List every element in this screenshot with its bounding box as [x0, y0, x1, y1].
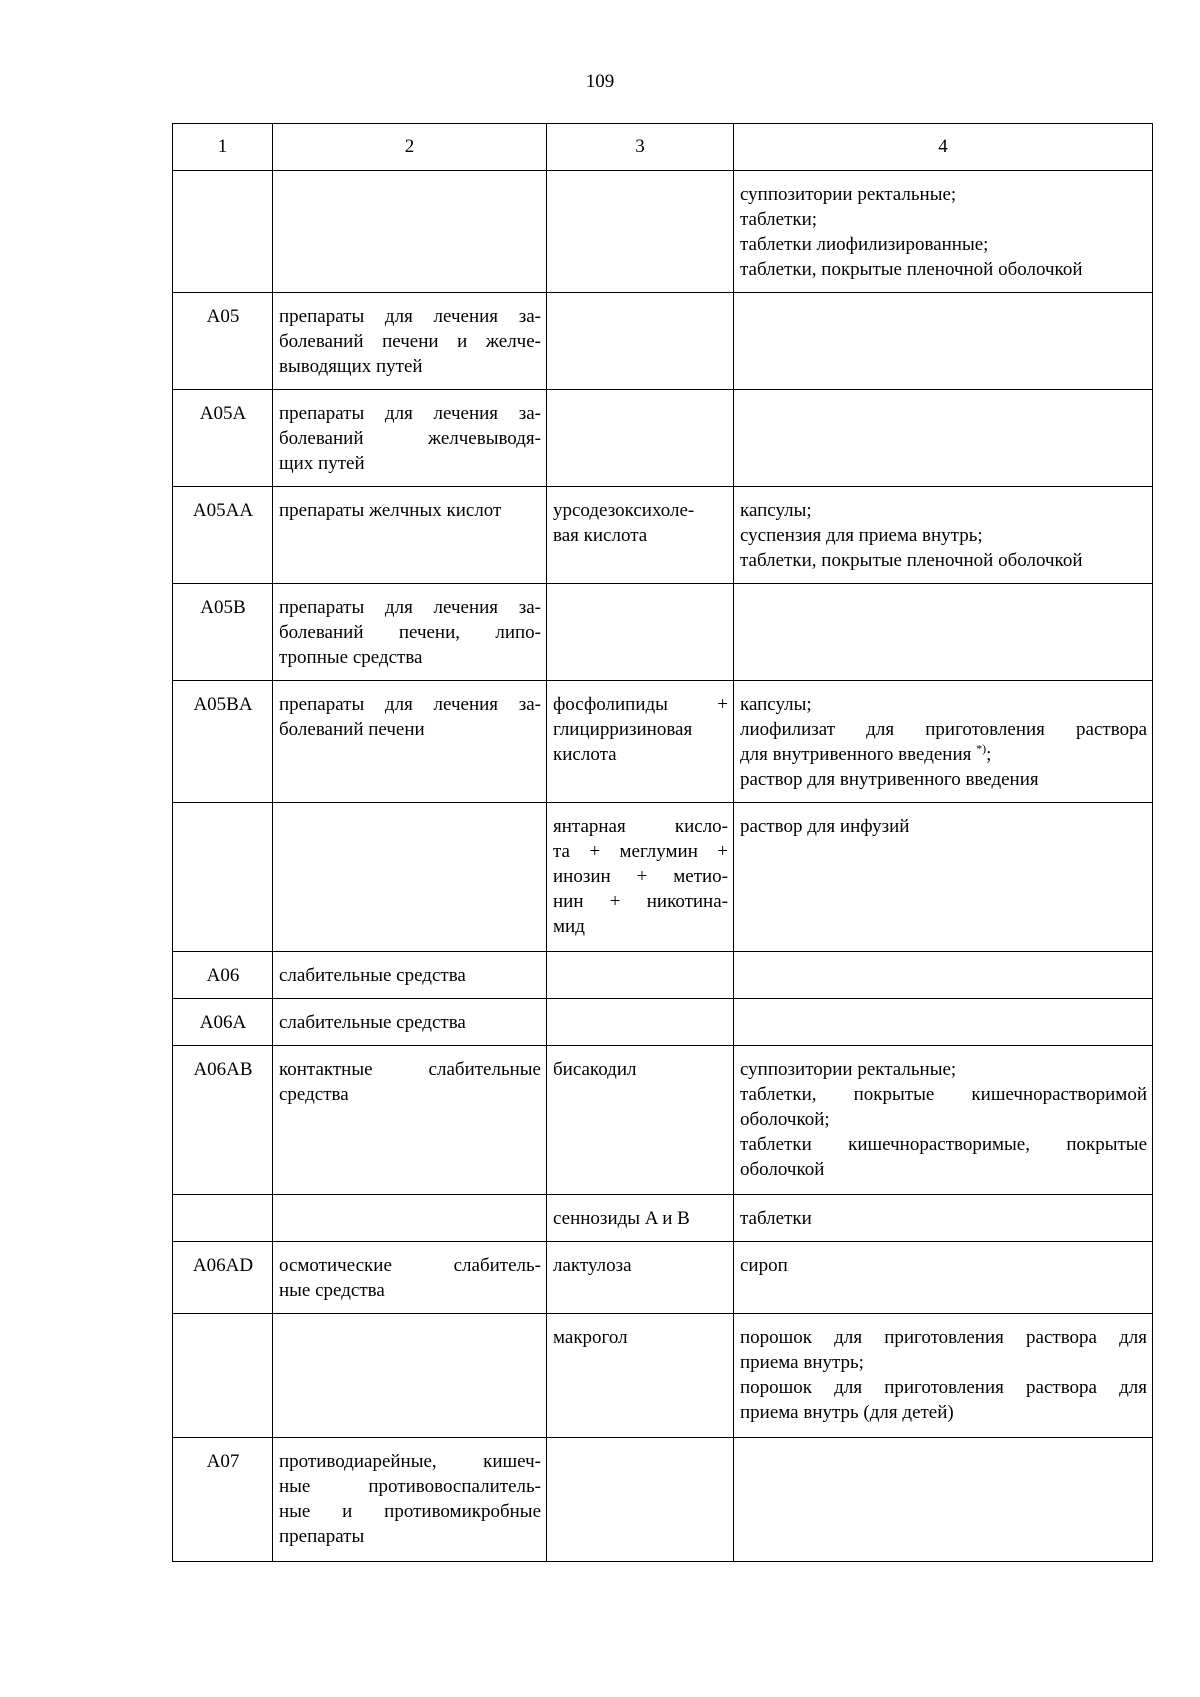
dosage-forms-cell [734, 803, 1153, 952]
group-name-cell [273, 1314, 547, 1438]
table-row [173, 1242, 1153, 1314]
dosage-forms-cell [734, 171, 1153, 293]
dosage-forms-cell [734, 1046, 1153, 1195]
group-name-line: выводящих путей [279, 356, 423, 377]
group-name-line: препараты для лечения за- [279, 597, 541, 618]
group-name-line: препараты желчных кислот [279, 500, 502, 521]
group-name-line: средства [279, 1084, 349, 1105]
table-row [173, 487, 1153, 584]
atc-code-cell: A05B [173, 584, 273, 681]
group-name-line: болеваний печени, липо- [279, 622, 541, 643]
inn-line: кислота [553, 744, 617, 765]
inn-cell [547, 1242, 734, 1314]
group-name-line: ные и противомикробные [279, 1501, 541, 1522]
group-name-cell [273, 1438, 547, 1562]
group-name-cell [273, 1046, 547, 1195]
atc-code-cell [173, 171, 273, 293]
dosage-form-line: таблетки, покрытые пленочной оболочкой [740, 550, 1083, 571]
inn-line: мид [553, 916, 585, 937]
atc-code-cell: A06AB [173, 1046, 273, 1195]
header-col-4: 4 [734, 124, 1153, 171]
table-row [173, 999, 1153, 1046]
table-row [173, 681, 1153, 803]
table-row [173, 952, 1153, 999]
dosage-form-line: лиофилизат для приготовления раствора [740, 719, 1147, 740]
inn-cell [547, 952, 734, 999]
table-row [173, 584, 1153, 681]
dosage-form-text: для внутривенного введения [740, 744, 977, 765]
group-name-line: болеваний желчевыводя- [279, 428, 541, 449]
header-col-1: 1 [173, 124, 273, 171]
table-row [173, 390, 1153, 487]
inn-line: та + меглумин + [553, 841, 728, 862]
group-name-cell [273, 1195, 547, 1242]
footnote-mark: *) [976, 741, 987, 756]
group-name-line: болеваний печени [279, 719, 425, 740]
inn-cell [547, 1438, 734, 1562]
atc-code-cell [173, 1195, 273, 1242]
dosage-form-line: раствор для инфузий [740, 816, 910, 837]
footnote-suffix: ; [986, 744, 992, 765]
atc-code-cell [173, 803, 273, 952]
group-name-line: болеваний печени и желче- [279, 331, 541, 352]
group-name-cell [273, 999, 547, 1046]
inn-cell [547, 584, 734, 681]
atc-code-cell: A05A [173, 390, 273, 487]
dosage-form-line: капсулы; [740, 694, 812, 715]
inn-line: макрогол [553, 1327, 628, 1348]
inn-cell [547, 803, 734, 952]
atc-code-cell: A06A [173, 999, 273, 1046]
group-name-line: тропные средства [279, 647, 423, 668]
dosage-form-line: таблетки, покрытые кишечнорастворимой [740, 1084, 1147, 1105]
dosage-forms-cell [734, 952, 1153, 999]
inn-line: нин + никотина- [553, 891, 728, 912]
group-name-cell [273, 390, 547, 487]
dosage-forms-cell [734, 681, 1153, 803]
dosage-form-line: порошок для приготовления раствора для [740, 1327, 1147, 1348]
group-name-line: щих путей [279, 453, 365, 474]
atc-code-cell: A05 [173, 293, 273, 390]
dosage-form-line: таблетки [740, 1208, 812, 1229]
atc-code-cell: A06AD [173, 1242, 273, 1314]
group-name-line: слабительные средства [279, 1012, 466, 1033]
dosage-form-line: суппозитории ректальные; [740, 1059, 957, 1080]
dosage-form-line: таблетки лиофилизированные; [740, 234, 989, 255]
group-name-cell [273, 487, 547, 584]
header-row [173, 124, 1153, 171]
dosage-forms-cell [734, 390, 1153, 487]
table-row [173, 1046, 1153, 1195]
header-col-2: 2 [273, 124, 547, 171]
table-row [173, 1314, 1153, 1438]
group-name-line: осмотические слабитель- [279, 1255, 541, 1276]
group-name-line: препараты [279, 1526, 365, 1547]
inn-cell [547, 487, 734, 584]
group-name-line: контактные слабительные [279, 1059, 541, 1080]
table-header [173, 124, 1153, 171]
group-name-line: ные средства [279, 1280, 385, 1301]
group-name-line: препараты для лечения за- [279, 694, 541, 715]
dosage-forms-cell [734, 1314, 1153, 1438]
dosage-form-line: оболочкой [740, 1159, 825, 1180]
inn-line: вая кислота [553, 525, 648, 546]
dosage-form-line: суспензия для приема внутрь; [740, 525, 983, 546]
dosage-form-line: суппозитории ректальные; [740, 184, 957, 205]
table-row [173, 1195, 1153, 1242]
dosage-forms-cell [734, 1242, 1153, 1314]
inn-line: фосфолипиды + [553, 694, 728, 715]
dosage-form-line: приема внутрь (для детей) [740, 1402, 954, 1423]
dosage-form-line: сироп [740, 1255, 788, 1276]
dosage-forms-cell [734, 999, 1153, 1046]
header-col-3: 3 [547, 124, 734, 171]
table-row [173, 1438, 1153, 1562]
inn-cell [547, 1314, 734, 1438]
dosage-form-line: оболочкой; [740, 1109, 830, 1130]
dosage-form-line-footnoted [740, 742, 1147, 767]
inn-line: бисакодил [553, 1059, 637, 1080]
dosage-form-line: таблетки; [740, 209, 818, 230]
dosage-form-line: капсулы; [740, 500, 812, 521]
table-row [173, 171, 1153, 293]
dosage-form-line: раствор для внутривенного введения [740, 769, 1039, 790]
group-name-cell [273, 171, 547, 293]
atc-code-cell: A06 [173, 952, 273, 999]
dosage-forms-cell [734, 1438, 1153, 1562]
atc-code-cell [173, 1314, 273, 1438]
group-name-line: слабительные средства [279, 965, 466, 986]
group-name-cell [273, 952, 547, 999]
inn-line: инозин + метио- [553, 866, 728, 887]
group-name-cell [273, 584, 547, 681]
inn-cell [547, 390, 734, 487]
inn-cell [547, 171, 734, 293]
table-row [173, 293, 1153, 390]
group-name-line: ные противовоспалитель- [279, 1476, 541, 1497]
dosage-forms-cell [734, 487, 1153, 584]
dosage-form-line: порошок для приготовления раствора для [740, 1377, 1147, 1398]
atc-code-cell: A07 [173, 1438, 273, 1562]
page-number: 109 [585, 71, 615, 92]
inn-line: лактулоза [553, 1255, 632, 1276]
inn-cell [547, 293, 734, 390]
group-name-line: препараты для лечения за- [279, 403, 541, 424]
inn-line: янтарная кисло- [553, 816, 728, 837]
atc-code-cell: A05AA [173, 487, 273, 584]
inn-cell [547, 1046, 734, 1195]
atc-code-cell: A05BA [173, 681, 273, 803]
group-name-cell [273, 293, 547, 390]
inn-cell [547, 999, 734, 1046]
dosage-form-line: приема внутрь; [740, 1352, 864, 1373]
inn-line: сеннозиды A и B [553, 1208, 690, 1229]
inn-line: урсодезоксихоле- [553, 500, 695, 521]
dosage-form-line: таблетки, покрытые пленочной оболочкой [740, 259, 1083, 280]
table-row [173, 803, 1153, 952]
inn-cell [547, 1195, 734, 1242]
dosage-forms-cell [734, 1195, 1153, 1242]
drug-table [172, 123, 1153, 1562]
group-name-cell [273, 803, 547, 952]
dosage-forms-cell [734, 293, 1153, 390]
group-name-cell [273, 1242, 547, 1314]
inn-line: глицирризиновая [553, 719, 693, 740]
group-name-line: противодиарейные, кишеч- [279, 1451, 541, 1472]
group-name-line: препараты для лечения за- [279, 306, 541, 327]
group-name-cell [273, 681, 547, 803]
inn-cell [547, 681, 734, 803]
dosage-forms-cell [734, 584, 1153, 681]
dosage-form-line: таблетки кишечнорастворимые, покрытые [740, 1134, 1147, 1155]
